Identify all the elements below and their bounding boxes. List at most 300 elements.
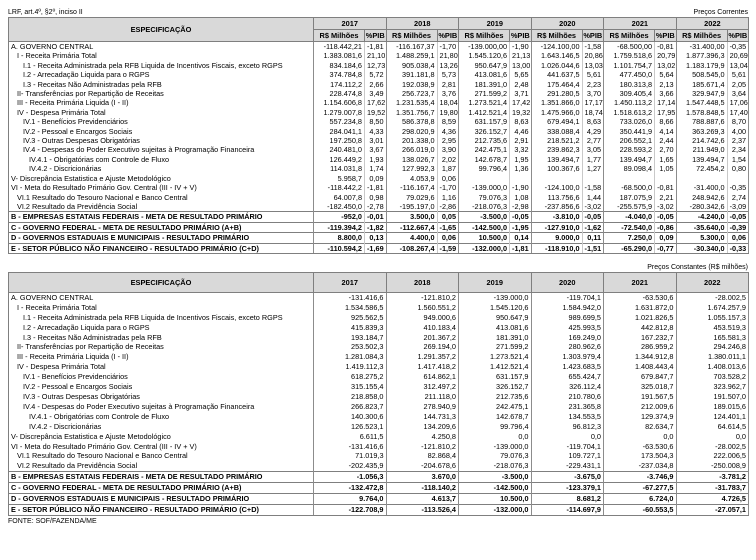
cell-value: -63.530,6 — [604, 292, 677, 302]
table-row — [9, 402, 749, 412]
cell-value: -132.000,0 — [459, 504, 532, 515]
cell-value: 1.560.551,2 — [386, 303, 459, 313]
cell-value: -68.500,0 — [604, 183, 655, 192]
row-label: D - GOVERNOS ESTADUAIS E MUNICIPAIS - RESULTADO PRIMÁRIO — [9, 233, 314, 243]
cell-value — [531, 174, 582, 183]
cell-value: 1.488.259,1 — [386, 51, 437, 60]
table-row — [9, 382, 749, 392]
cell-value: -132.472,8 — [314, 483, 387, 494]
table-row — [9, 164, 749, 173]
cell-value: 1.183.179,9 — [676, 61, 727, 70]
table-row — [9, 127, 749, 136]
cell-value: 309.405,4 — [604, 89, 655, 98]
cell-value: -124.100,0 — [531, 183, 582, 192]
row-label: II- Transferências por Repartição de Receitas — [9, 89, 314, 98]
cell-value: 20,86 — [582, 51, 604, 60]
cell-value: -0,81 — [655, 42, 677, 52]
cell-value: 256.723,7 — [386, 89, 437, 98]
cell-value: 231.365,8 — [531, 402, 604, 412]
cell-value: 20,79 — [655, 51, 677, 60]
cell-value: 1,93 — [365, 155, 387, 164]
cell-value: 0,80 — [727, 164, 749, 173]
row-label: IV.4 - Despesas do Poder Executivo sujeitas à Programação Financeira — [9, 402, 314, 412]
cell-value: -3.675,0 — [531, 472, 604, 483]
cell-value: 4,00 — [727, 127, 749, 136]
cell-value: 4.613,7 — [386, 494, 459, 505]
cell-value: 4.726,5 — [676, 494, 749, 505]
table1-caption: Preços Correntes — [693, 9, 748, 16]
cell-value: -237.856,6 — [531, 202, 582, 212]
cell-value: 949.000,6 — [386, 313, 459, 323]
cell-value: 925.562,5 — [314, 313, 387, 323]
cell-value: -1,58 — [582, 42, 604, 52]
cell-value: 13,26 — [437, 61, 459, 70]
cell-value: -142.500,0 — [459, 222, 510, 232]
cell-value: -113.526,4 — [386, 504, 459, 515]
table-row — [9, 222, 749, 232]
cell-value: 89.098,4 — [604, 164, 655, 173]
cell-value: 2,81 — [437, 80, 459, 89]
cell-value: 134.553,5 — [531, 412, 604, 422]
cell-value: -204.678,6 — [386, 461, 459, 471]
cell-value: 3,64 — [727, 89, 749, 98]
cell-value: 197.250,8 — [314, 136, 365, 145]
cell-value: 253.502,3 — [314, 342, 387, 352]
cell-value: 6.611,5 — [314, 432, 387, 442]
table-row — [9, 504, 749, 515]
cell-value: 1,87 — [437, 164, 459, 173]
table-row — [9, 108, 749, 117]
table-row — [9, 313, 749, 323]
cell-value: -3.746,9 — [604, 472, 677, 483]
cell-value: 139.494,7 — [531, 155, 582, 164]
cell-value: 679.847,7 — [604, 372, 677, 382]
subheader: R$ Milhões — [459, 30, 510, 42]
cell-value: 212.735,6 — [459, 392, 532, 402]
cell-value: 1.303.979,4 — [531, 352, 604, 362]
cell-value: 1.380.011,1 — [676, 352, 749, 362]
cell-value: 1.351.866,0 — [531, 98, 582, 107]
cell-value: 10.500,0 — [459, 494, 532, 505]
cell-value: 210.780,6 — [531, 392, 604, 402]
cell-value: 191.567,5 — [604, 392, 677, 402]
table-row — [9, 80, 749, 89]
cell-value: 1,74 — [365, 164, 387, 173]
row-label: VI.1 Resultado do Tesouro Nacional e Banco Central — [9, 451, 314, 461]
year-header: 2017 — [314, 272, 387, 292]
cell-value: 1,95 — [510, 155, 532, 164]
cell-value: 17,62 — [365, 98, 387, 107]
cell-value: 291.280,5 — [531, 89, 582, 98]
year-header: 2017 — [314, 18, 387, 30]
cell-value: 1.578.848,5 — [676, 108, 727, 117]
cell-value: -118.910,0 — [531, 243, 582, 253]
row-label: V- Discrepância Estatistica e Ajuste Metodológico — [9, 432, 314, 442]
cell-value: -131.416,6 — [314, 292, 387, 302]
cell-value: 5,72 — [365, 70, 387, 79]
cell-value: -1,90 — [510, 183, 532, 192]
cell-value: -118.442,21 — [314, 42, 365, 52]
cell-value: 1.021.826,5 — [604, 313, 677, 323]
cell-value: -121.810,2 — [386, 292, 459, 302]
cell-value: 323.962,7 — [676, 382, 749, 392]
cell-value: 212.009,6 — [604, 402, 677, 412]
cell-value: -0,01 — [365, 212, 387, 222]
cell-value: -237.034,8 — [604, 461, 677, 471]
table-row — [9, 193, 749, 202]
row-label: IV.2 - Pessoal e Encargos Sociais — [9, 127, 314, 136]
cell-value: -0,05 — [582, 212, 604, 222]
cell-value — [459, 174, 510, 183]
cell-value: 8,63 — [510, 117, 532, 126]
cell-value: 614.862,1 — [386, 372, 459, 382]
row-label: VI - Meta do Resultado Primário Gov. Central (III - IV + V) — [9, 442, 314, 452]
cell-value: 19,80 — [437, 108, 459, 117]
cell-value: 2,91 — [510, 136, 532, 145]
table-row — [9, 202, 749, 212]
cell-value: 1.055.157,3 — [676, 313, 749, 323]
cell-value: 142.678,7 — [459, 155, 510, 164]
cell-value: -108.267,4 — [386, 243, 437, 253]
table-row — [9, 323, 749, 333]
cell-value: 191.507,0 — [676, 392, 749, 402]
subheader: R$ Milhões — [314, 30, 365, 42]
cell-value: 100.367,6 — [531, 164, 582, 173]
year-header-row — [9, 272, 749, 292]
spec-column-header: ESPECIFICAÇÃO — [9, 272, 314, 292]
cell-value: 2,21 — [655, 193, 677, 202]
cell-value: -1,81 — [365, 42, 387, 52]
cell-value: 5,65 — [510, 70, 532, 79]
cell-value: 0,0 — [604, 432, 677, 442]
row-label: III - Receita Primária Liquida (I - II) — [9, 352, 314, 362]
cell-value: 0,0 — [676, 432, 749, 442]
cell-value: 211.949,0 — [676, 145, 727, 154]
table-row — [9, 117, 749, 126]
row-label: I.1 - Receita Administrada pela RFB Liquida de Incentivos Fiscais, exceto RGPS — [9, 61, 314, 70]
cell-value: 193.184,7 — [314, 333, 387, 343]
cell-value: 113.756,6 — [531, 193, 582, 202]
cell-value: 96.812,3 — [531, 422, 604, 432]
cell-value: -2,78 — [365, 202, 387, 212]
top-note-band — [8, 3, 748, 16]
cell-value: -31.400,0 — [676, 183, 727, 192]
cell-value: 7.250,0 — [604, 233, 655, 243]
cell-value: 2,37 — [727, 136, 749, 145]
cell-value: 0,05 — [437, 212, 459, 222]
cell-value: 415.839,3 — [314, 323, 387, 333]
cell-value: 1.534.586,5 — [314, 303, 387, 313]
cell-value: 0,0 — [531, 432, 604, 442]
cell-value: 442.812,8 — [604, 323, 677, 333]
cell-value: 5,73 — [437, 70, 459, 79]
cell-value: 2,13 — [655, 80, 677, 89]
cell-value: -1,69 — [365, 243, 387, 253]
cell-value: 1.273.521,4 — [459, 98, 510, 107]
cell-value: 0,13 — [365, 233, 387, 243]
cell-value: -1,70 — [437, 183, 459, 192]
cell-value: 211.118,0 — [386, 392, 459, 402]
cell-value: 508.545,0 — [676, 70, 727, 79]
cell-value: 180.313,8 — [604, 80, 655, 89]
row-label: VI.1 Resultado do Tesouro Nacional e Banco Central — [9, 193, 314, 202]
cell-value: 82.868,4 — [386, 451, 459, 461]
cell-value: 3,71 — [510, 89, 532, 98]
cell-value: 248.942,6 — [676, 193, 727, 202]
cell-value: -142.500,0 — [459, 483, 532, 494]
row-label: IV.4.2 - Discricionárias — [9, 164, 314, 173]
cell-value: -112.667,4 — [386, 222, 437, 232]
subheader: %PIB — [365, 31, 385, 40]
cell-value: -67.277,5 — [604, 483, 677, 494]
row-label: IV.4.1 - Obrigatórias com Controle de Fluxo — [9, 155, 314, 164]
cell-value: 82.634,7 — [604, 422, 677, 432]
cell-value: 950.647,9 — [459, 61, 510, 70]
cell-value: 350.441,9 — [604, 127, 655, 136]
subheader: %PIB — [438, 31, 458, 40]
cell-value: -118.442,2 — [314, 183, 365, 192]
cell-value: 4.400,0 — [386, 233, 437, 243]
cell-value: -1,95 — [510, 222, 532, 232]
row-label: IV.1 - Benefícios Previdenciários — [9, 117, 314, 126]
cell-value: -229.431,1 — [531, 461, 604, 471]
cell-value: -63.530,6 — [604, 442, 677, 452]
cell-value: 679.494,1 — [531, 117, 582, 126]
cell-value: 374.784,8 — [314, 70, 365, 79]
lrf-reference-note: LRF, art.4º, §2º, inciso II — [8, 9, 83, 16]
cell-value: 3,49 — [365, 89, 387, 98]
cell-value: 4,36 — [437, 127, 459, 136]
table-row — [9, 303, 749, 313]
cell-value: -116.167,37 — [386, 42, 437, 52]
cell-value: 8.800,0 — [314, 233, 365, 243]
year-header: 2021 — [604, 272, 677, 292]
cell-value: 3,32 — [510, 145, 532, 154]
cell-value: -0,35 — [727, 42, 749, 52]
cell-value: -1.056,3 — [314, 472, 387, 483]
row-label: I.3 - Receitas Não Administradas pela RFB — [9, 80, 314, 89]
table2-caption: Preços Constantes (R$ milhões) — [647, 263, 748, 271]
row-label: IV - Despesa Primária Total — [9, 362, 314, 372]
cell-value: 788.887,6 — [676, 117, 727, 126]
cell-value: 363.269,3 — [676, 127, 727, 136]
cell-value: 13,03 — [582, 61, 604, 70]
row-label: E - SETOR PÚBLICO NÃO FINANCEIRO - RESULTADO PRIMÁRIO (C+D) — [9, 504, 314, 515]
cell-value: 13,04 — [727, 61, 749, 70]
cell-value — [727, 174, 749, 183]
cell-value: 201.367,2 — [386, 333, 459, 343]
cell-value: 1.759.518,6 — [604, 51, 655, 60]
row-label: I.3 - Receitas Não Administradas pela RFB — [9, 333, 314, 343]
cell-value: -0,05 — [510, 212, 532, 222]
cell-value: 2,77 — [582, 136, 604, 145]
table-row — [9, 70, 749, 79]
cell-value: -1,82 — [365, 222, 387, 232]
cell-value: -123.379,1 — [531, 483, 604, 494]
year-header: 2022 — [676, 272, 749, 292]
table-row — [9, 333, 749, 343]
cell-value: -127.910,0 — [531, 222, 582, 232]
table-row — [9, 89, 749, 98]
cell-value: 1.877.396,3 — [676, 51, 727, 60]
cell-value: 2,74 — [727, 193, 749, 202]
cell-value: 181.391,0 — [459, 80, 510, 89]
cell-value: 21,10 — [365, 51, 387, 60]
cell-value: 218.521,2 — [531, 136, 582, 145]
cell-value: 477.450,0 — [604, 70, 655, 79]
cell-value: 218.858,0 — [314, 392, 387, 402]
cell-value: 21,13 — [510, 51, 532, 60]
cell-value: 17,40 — [727, 108, 749, 117]
cell-value: -121.810,2 — [386, 442, 459, 452]
row-label: III - Receita Primária Liquida (I - II) — [9, 98, 314, 107]
table-row — [9, 212, 749, 222]
cell-value: -3,02 — [655, 202, 677, 212]
cell-value: 79.029,6 — [386, 193, 437, 202]
cell-value: 139.494,7 — [604, 155, 655, 164]
cell-value: 126.449,2 — [314, 155, 365, 164]
row-label: IV.2 - Pessoal e Encargos Sociais — [9, 382, 314, 392]
cell-value — [510, 174, 532, 183]
cell-value: 72.454,2 — [676, 164, 727, 173]
cell-value: 1.419.112,3 — [314, 362, 387, 372]
year-header: 2020 — [531, 272, 604, 292]
row-label: C - GOVERNO FEDERAL - META DE RESULTADO PRIMÁRIO (A+B) — [9, 222, 314, 232]
cell-value: 64.007,8 — [314, 193, 365, 202]
cell-value: 413.081,6 — [459, 70, 510, 79]
cell-value: 2,95 — [437, 136, 459, 145]
row-label: C - GOVERNO FEDERAL - META DE RESULTADO PRIMÁRIO (A+B) — [9, 483, 314, 494]
cell-value: 8.681,2 — [531, 494, 604, 505]
cell-value — [676, 174, 727, 183]
cell-value: 64.614,5 — [676, 422, 749, 432]
cell-value: 586.378,8 — [386, 117, 437, 126]
precos-constantes-table — [8, 272, 749, 516]
cell-value: -1,90 — [510, 42, 532, 52]
cell-value: 1.545.120,6 — [459, 303, 532, 313]
subheader: R$ Milhões — [604, 30, 655, 42]
cell-value: 126.523,1 — [314, 422, 387, 432]
row-label: IV - Despesa Primária Total — [9, 108, 314, 117]
cell-value: 4,46 — [510, 127, 532, 136]
cell-value: 1.545.120,6 — [459, 51, 510, 60]
cell-value: 21,80 — [437, 51, 459, 60]
row-label: A. GOVERNO CENTRAL — [9, 42, 314, 52]
subheader: %PIB — [655, 31, 675, 40]
cell-value: 1.154.606,8 — [314, 98, 365, 107]
year-header: 2019 — [459, 18, 532, 30]
table-row — [9, 233, 749, 243]
cell-value: -1,51 — [582, 243, 604, 253]
cell-value: -114.697,9 — [531, 504, 604, 515]
cell-value: 10.500,0 — [459, 233, 510, 243]
cell-value: 1.412.521,4 — [459, 362, 532, 372]
cell-value: 315.155,4 — [314, 382, 387, 392]
cell-value: 905.038,4 — [386, 61, 437, 70]
cell-value: 114.031,8 — [314, 164, 365, 173]
cell-value: 144.731,3 — [386, 412, 459, 422]
table-row — [9, 352, 749, 362]
row-label: B - EMPRESAS ESTATAIS FEDERAIS - META DE RESULTADO PRIMÁRIO — [9, 472, 314, 483]
cell-value: -119.394,2 — [314, 222, 365, 232]
cell-value: -132.000,0 — [459, 243, 510, 253]
row-label: IV.4 - Despesas do Poder Executivo sujeitas à Programação Financeira — [9, 145, 314, 154]
cell-value: 17,17 — [582, 98, 604, 107]
cell-value: 222.006,5 — [676, 451, 749, 461]
table-row — [9, 442, 749, 452]
subheader: R$ Milhões — [531, 30, 582, 42]
year-header-row — [9, 18, 749, 30]
cell-value: -139.000,0 — [459, 442, 532, 452]
cell-value: 1.408.013,6 — [676, 362, 749, 372]
cell-value: 1,27 — [582, 164, 604, 173]
cell-value: 174.112,2 — [314, 80, 365, 89]
cell-value: -1,65 — [437, 222, 459, 232]
row-label: IV.1 - Benefícios Previdenciários — [9, 372, 314, 382]
cell-value: 0,09 — [655, 233, 677, 243]
cell-value: 242.475,1 — [459, 402, 532, 412]
cell-value: 1.412.521,4 — [459, 108, 510, 117]
table-row — [9, 145, 749, 154]
cell-value: -72.540,0 — [604, 222, 655, 232]
cell-value: 239.862,3 — [531, 145, 582, 154]
cell-value: 138.026,7 — [386, 155, 437, 164]
cell-value: -195.197,0 — [386, 202, 437, 212]
cell-value: 1.643.146,5 — [531, 51, 582, 60]
year-header: 2019 — [459, 272, 532, 292]
subheader: %PIB — [510, 31, 530, 40]
cell-value: -119.704,1 — [531, 442, 604, 452]
cell-value: -31.783,7 — [676, 483, 749, 494]
cell-value: 5.958,7 — [314, 174, 365, 183]
cell-value: -4.040,0 — [604, 212, 655, 222]
cell-value: 1,08 — [510, 193, 532, 202]
cell-value: 2,02 — [437, 155, 459, 164]
cell-value: 1.417.418,2 — [386, 362, 459, 372]
cell-value: 326.112,4 — [531, 382, 604, 392]
cell-value: 278.940,9 — [386, 402, 459, 412]
cell-value: -30.340,0 — [676, 243, 727, 253]
cell-value: 124.401,1 — [676, 412, 749, 422]
cell-value: 1.674.257,9 — [676, 303, 749, 313]
row-label: IV.4.2 - Discricionárias — [9, 422, 314, 432]
cell-value: 1.547.448,5 — [676, 98, 727, 107]
cell-value: -116.167,4 — [386, 183, 437, 192]
cell-value: 269.194,0 — [386, 342, 459, 352]
table-row — [9, 412, 749, 422]
cell-value: 271.599,2 — [459, 89, 510, 98]
cell-value — [604, 174, 655, 183]
cell-value: 17,14 — [655, 98, 677, 107]
cell-value: 5,64 — [655, 70, 677, 79]
cell-value: 280.962,6 — [531, 342, 604, 352]
cell-value: 3,90 — [437, 145, 459, 154]
row-label: VI.2 Resultado da Previdência Social — [9, 461, 314, 471]
cell-value: -3.500,0 — [459, 212, 510, 222]
cell-value: 4.053,9 — [386, 174, 437, 183]
row-label: A. GOVERNO CENTRAL — [9, 292, 314, 302]
cell-value: -1,58 — [582, 183, 604, 192]
cell-value: 3,05 — [582, 145, 604, 154]
row-label: I.1 - Receita Administrada pela RFB Liquida de Incentivos Fiscais, exceto RGPS — [9, 313, 314, 323]
cell-value: 0,14 — [510, 233, 532, 243]
cell-value: 1.475.966,0 — [531, 108, 582, 117]
cell-value: -1,81 — [365, 183, 387, 192]
cell-value: 167.232,7 — [604, 333, 677, 343]
cell-value: 655.424,7 — [531, 372, 604, 382]
row-label: IV.3 - Outras Despesas Obrigatórias — [9, 392, 314, 402]
cell-value: 242.475,1 — [459, 145, 510, 154]
